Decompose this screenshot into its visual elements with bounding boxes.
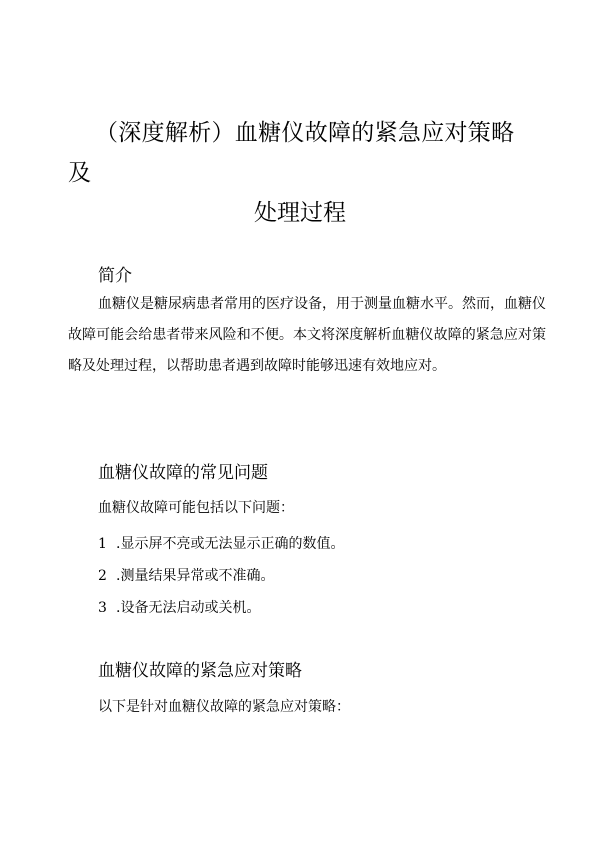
intro-paragraph: 血糖仪是糖尿病患者常用的医疗设备，用于测量血糖水平。然而，血糖仪故障可能会给患者带来风险和不便。本文将深度解析血糖仪故障的紧急应对策略及处理过程，以帮助患者遇到故障时能够迅速有效地应对。 <box>68 296 546 374</box>
list-item-number: 3 <box>98 600 107 616</box>
document-title-line-1: （深度解析）血糖仪故障的紧急应对策略 <box>95 120 515 146</box>
list-item-number: 2 <box>98 568 107 584</box>
list-item <box>98 566 274 586</box>
emergency-lead: 以下是针对血糖仪故障的紧急应对策略： <box>98 699 350 715</box>
common-issues-lead: 血糖仪故障可能包括以下问题： <box>98 500 294 516</box>
list-item-number: 1 <box>98 536 107 552</box>
document-title-line-3: 处理过程 <box>254 200 346 226</box>
list-item-text: .显示屏不亮或无法显示正确的数值。 <box>116 536 345 552</box>
emergency-heading: 血糖仪故障的紧急应对策略 <box>98 661 302 681</box>
intro-heading: 简介 <box>98 266 132 286</box>
list-item <box>98 598 260 618</box>
list-item-text: .测量结果异常或不准确。 <box>116 568 275 584</box>
document-title-line-2: 及 <box>68 160 91 186</box>
list-item-text: .设备无法启动或关机。 <box>116 600 261 616</box>
common-issues-heading: 血糖仪故障的常见问题 <box>98 463 268 483</box>
list-item <box>98 534 344 554</box>
